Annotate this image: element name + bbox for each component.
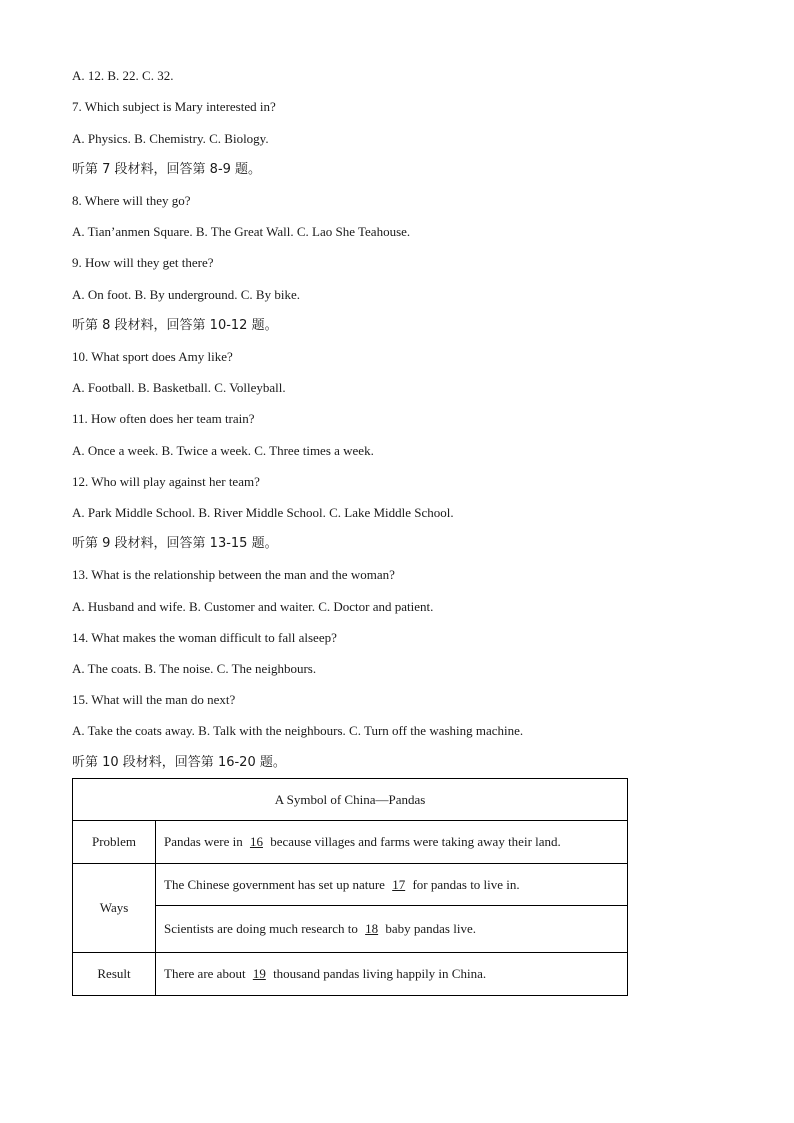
problem-text-before: Pandas were in: [164, 834, 243, 849]
q8-options: A. Tian’anmen Square. B. The Great Wall. C. Lao She Teahouse.: [72, 224, 411, 239]
q8-question: 8. Where will they go?: [72, 193, 191, 208]
q7-options: A. Physics. B. Chemistry. C. Biology.: [72, 131, 269, 146]
q13-question: 13. What is the relationship between the man and the woman?: [72, 567, 395, 582]
ways-label: Ways: [73, 864, 156, 953]
ways1-text-after: for pandas to live in.: [412, 876, 520, 892]
q15-options: A. Take the coats away. B. Talk with the neighbours. C. Turn off the washing machine.: [72, 723, 524, 738]
ways2-text-before: Scientists are doing much research to: [164, 921, 358, 936]
q7-question: 7. Which subject is Mary interested in?: [72, 99, 276, 114]
section-9-instruction: 听第 9 段材料，回答第 13-15 题。: [72, 536, 278, 551]
q11-options: A. Once a week. B. Twice a week. C. Three times a week.: [72, 443, 374, 458]
q6-options: A. 12. B. 22. C. 32.: [72, 68, 174, 83]
result-text-after: thousand pandas living happily in China.: [273, 966, 487, 981]
section-10-instruction: 听第 10 段材料，回答第 16-20 题。: [72, 755, 286, 770]
q10-question: 10. What sport does Amy like?: [72, 349, 233, 364]
ways2-text-after: baby pandas live.: [385, 921, 476, 936]
problem-cell: [156, 821, 628, 864]
q14-question: 14. What makes the woman difficult to fall alseep?: [72, 630, 337, 645]
q9-options: A. On foot. B. By underground. C. By bike.: [72, 287, 300, 302]
ways-cell-2: [156, 906, 628, 953]
q14-options: A. The coats. B. The noise. C. The neighbours.: [72, 661, 317, 676]
q9-question: 9. How will they get there?: [72, 255, 214, 270]
problem-text-after: because villages and farms were taking away their land.: [270, 834, 561, 849]
ways1-text-before: The Chinese government has set up nature: [164, 876, 385, 892]
blank-18[interactable]: 18: [365, 921, 379, 936]
blank-19[interactable]: 19: [252, 966, 266, 981]
blank-16[interactable]: 16: [249, 834, 263, 849]
result-label: Result: [73, 953, 156, 996]
q12-question: 12. Who will play against her team?: [72, 474, 260, 489]
result-cell: [156, 953, 628, 996]
q12-options: A. Park Middle School. B. River Middle School. C. Lake Middle School.: [72, 505, 454, 520]
ways-cell-1: [156, 864, 628, 906]
q11-question: 11. How often does her team train?: [72, 411, 255, 426]
result-text-before: There are about: [164, 966, 246, 981]
pandas-info-table: [72, 778, 628, 996]
section-8-instruction: 听第 8 段材料，回答第 10-12 题。: [72, 318, 278, 333]
problem-label: Problem: [73, 821, 156, 864]
q10-options: A. Football. B. Basketball. C. Volleyball.: [72, 380, 286, 395]
blank-17[interactable]: 17: [392, 876, 406, 892]
q15-question: 15. What will the man do next?: [72, 692, 236, 707]
table-title: A Symbol of China—Pandas: [73, 779, 628, 821]
q13-options: A. Husband and wife. B. Customer and waiter. C. Doctor and patient.: [72, 599, 434, 614]
section-7-instruction: 听第 7 段材料，回答第 8-9 题。: [72, 162, 262, 177]
